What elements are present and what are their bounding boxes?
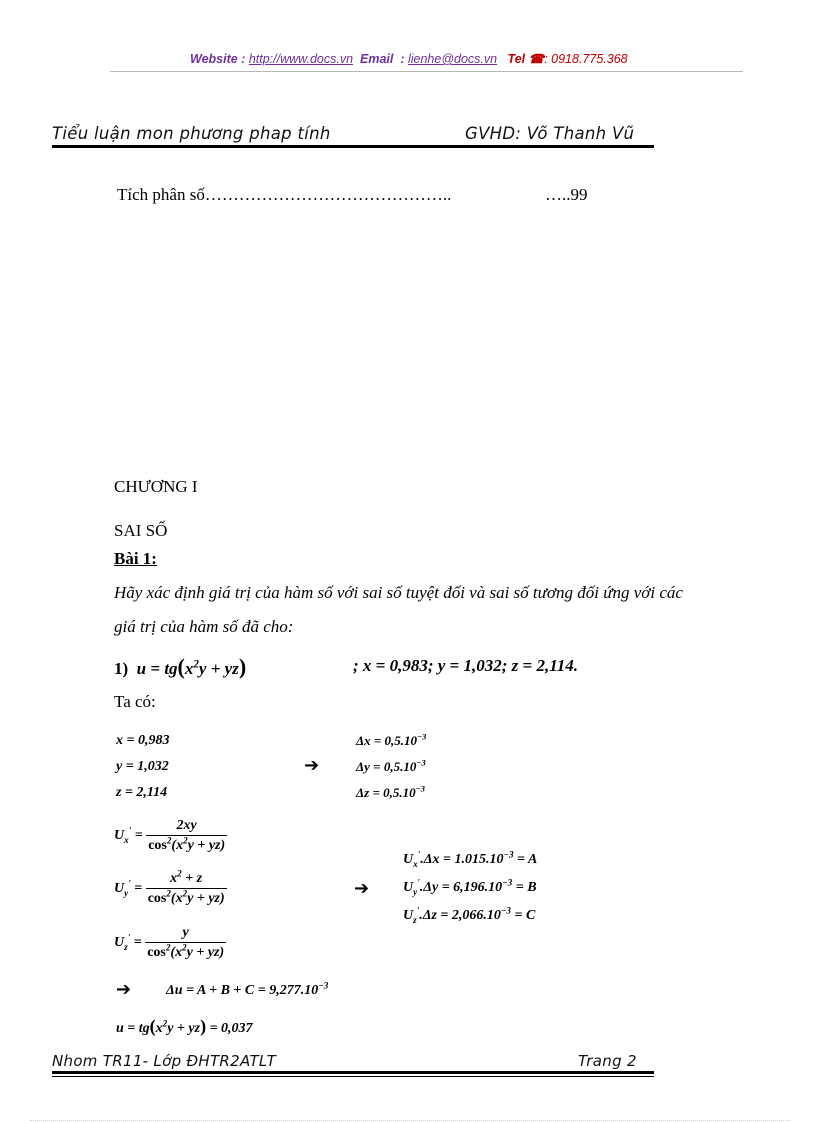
ta-co-label: Ta có: (114, 692, 156, 711)
website-link[interactable]: http://www.docs.vn (248, 52, 354, 66)
tel-number: : 0918.775.368 (544, 52, 628, 66)
input-y: y = 1,032 (116, 759, 169, 774)
exercise-prompt-line1: Hãy xác định giá trị của hàm số với sai số tuyệt đối và sai số tương đối ứng với các (114, 583, 683, 602)
u-value: $u = tg(x^2y + yz) = 0,037$ (116, 1016, 253, 1036)
site-header (190, 51, 628, 66)
input-z: z = 2,114 (116, 785, 168, 800)
partial-y: $U_y'$ = $\frac{x^2 + z}{\cos^2(x^2y + yz)}$ (114, 868, 225, 906)
email-separator: : (400, 52, 405, 66)
exercise-heading: Bài 1: (114, 549, 157, 568)
website-label: Website : (190, 52, 246, 66)
delta-z: $\Delta z = 0,5.10^{-3}$ (356, 783, 425, 800)
partial-z: $U_z'$ = $\frac{y}{\cos^2(x^2y + yz)}$ (114, 925, 225, 960)
footer-right: Trang 2 (578, 1052, 637, 1070)
tel-label: Tel (507, 52, 526, 66)
product-b: $U_y'.\Delta y = 6,196.10^{-3} = B$ (403, 877, 537, 897)
input-x: x = 0,983 (116, 733, 170, 748)
toc-entry-page: …..99 (545, 185, 588, 204)
partial-x: $U_x'$ = $\frac{2xy}{\cos^2(x^2y + yz)}$ (114, 818, 226, 853)
exercise-prompt-line2: giá trị của hàm số đã cho: (114, 617, 294, 636)
email-link[interactable]: lienhe@docs.vn (407, 52, 498, 66)
product-a: $U_x'.\Delta x = 1.015.10^{-3} = A$ (403, 849, 538, 869)
delta-y: $\Delta y = 0,5.10^{-3}$ (356, 757, 426, 774)
given-values: ; x = 0,983; y = 1,032; z = 2,114. (353, 656, 579, 675)
toc-entry-label: Tích phân số…………………………………….. (117, 185, 452, 204)
delta-x: $\Delta x = 0,5.10^{-3}$ (356, 731, 427, 748)
page-bottom-divider (30, 1120, 790, 1121)
chapter-title: SAI SỐ (114, 521, 168, 540)
right-arrow-icon: ➔ (116, 979, 132, 1000)
phone-icon: ☎ (528, 52, 545, 66)
footer-rule-thick (52, 1071, 654, 1074)
email-label: Email (360, 52, 394, 66)
right-arrow-icon: ➔ (354, 878, 370, 899)
item-number: 1) (114, 659, 129, 678)
running-head-left: Tiểu luận mon phương phap tính (52, 124, 331, 143)
header-divider (110, 71, 743, 72)
running-head-rule (52, 145, 654, 148)
chapter-number: CHƯƠNG I (114, 477, 198, 496)
running-head-right: GVHD: Võ Thanh Vũ (465, 124, 635, 143)
footer-rule-thin (52, 1076, 654, 1077)
right-arrow-icon: ➔ (304, 755, 320, 776)
function-definition: 1) $u = tg(x^2y + yz)$ (114, 654, 247, 679)
product-c: $U_z'.\Delta z = 2,066.10^{-3} = C$ (403, 905, 536, 925)
footer-left: Nhom TR11- Lớp ĐHTR2ATLT (52, 1052, 277, 1070)
delta-u-sum: $\Delta u = A + B + C = 9,277.10^{-3}$ (166, 980, 329, 998)
